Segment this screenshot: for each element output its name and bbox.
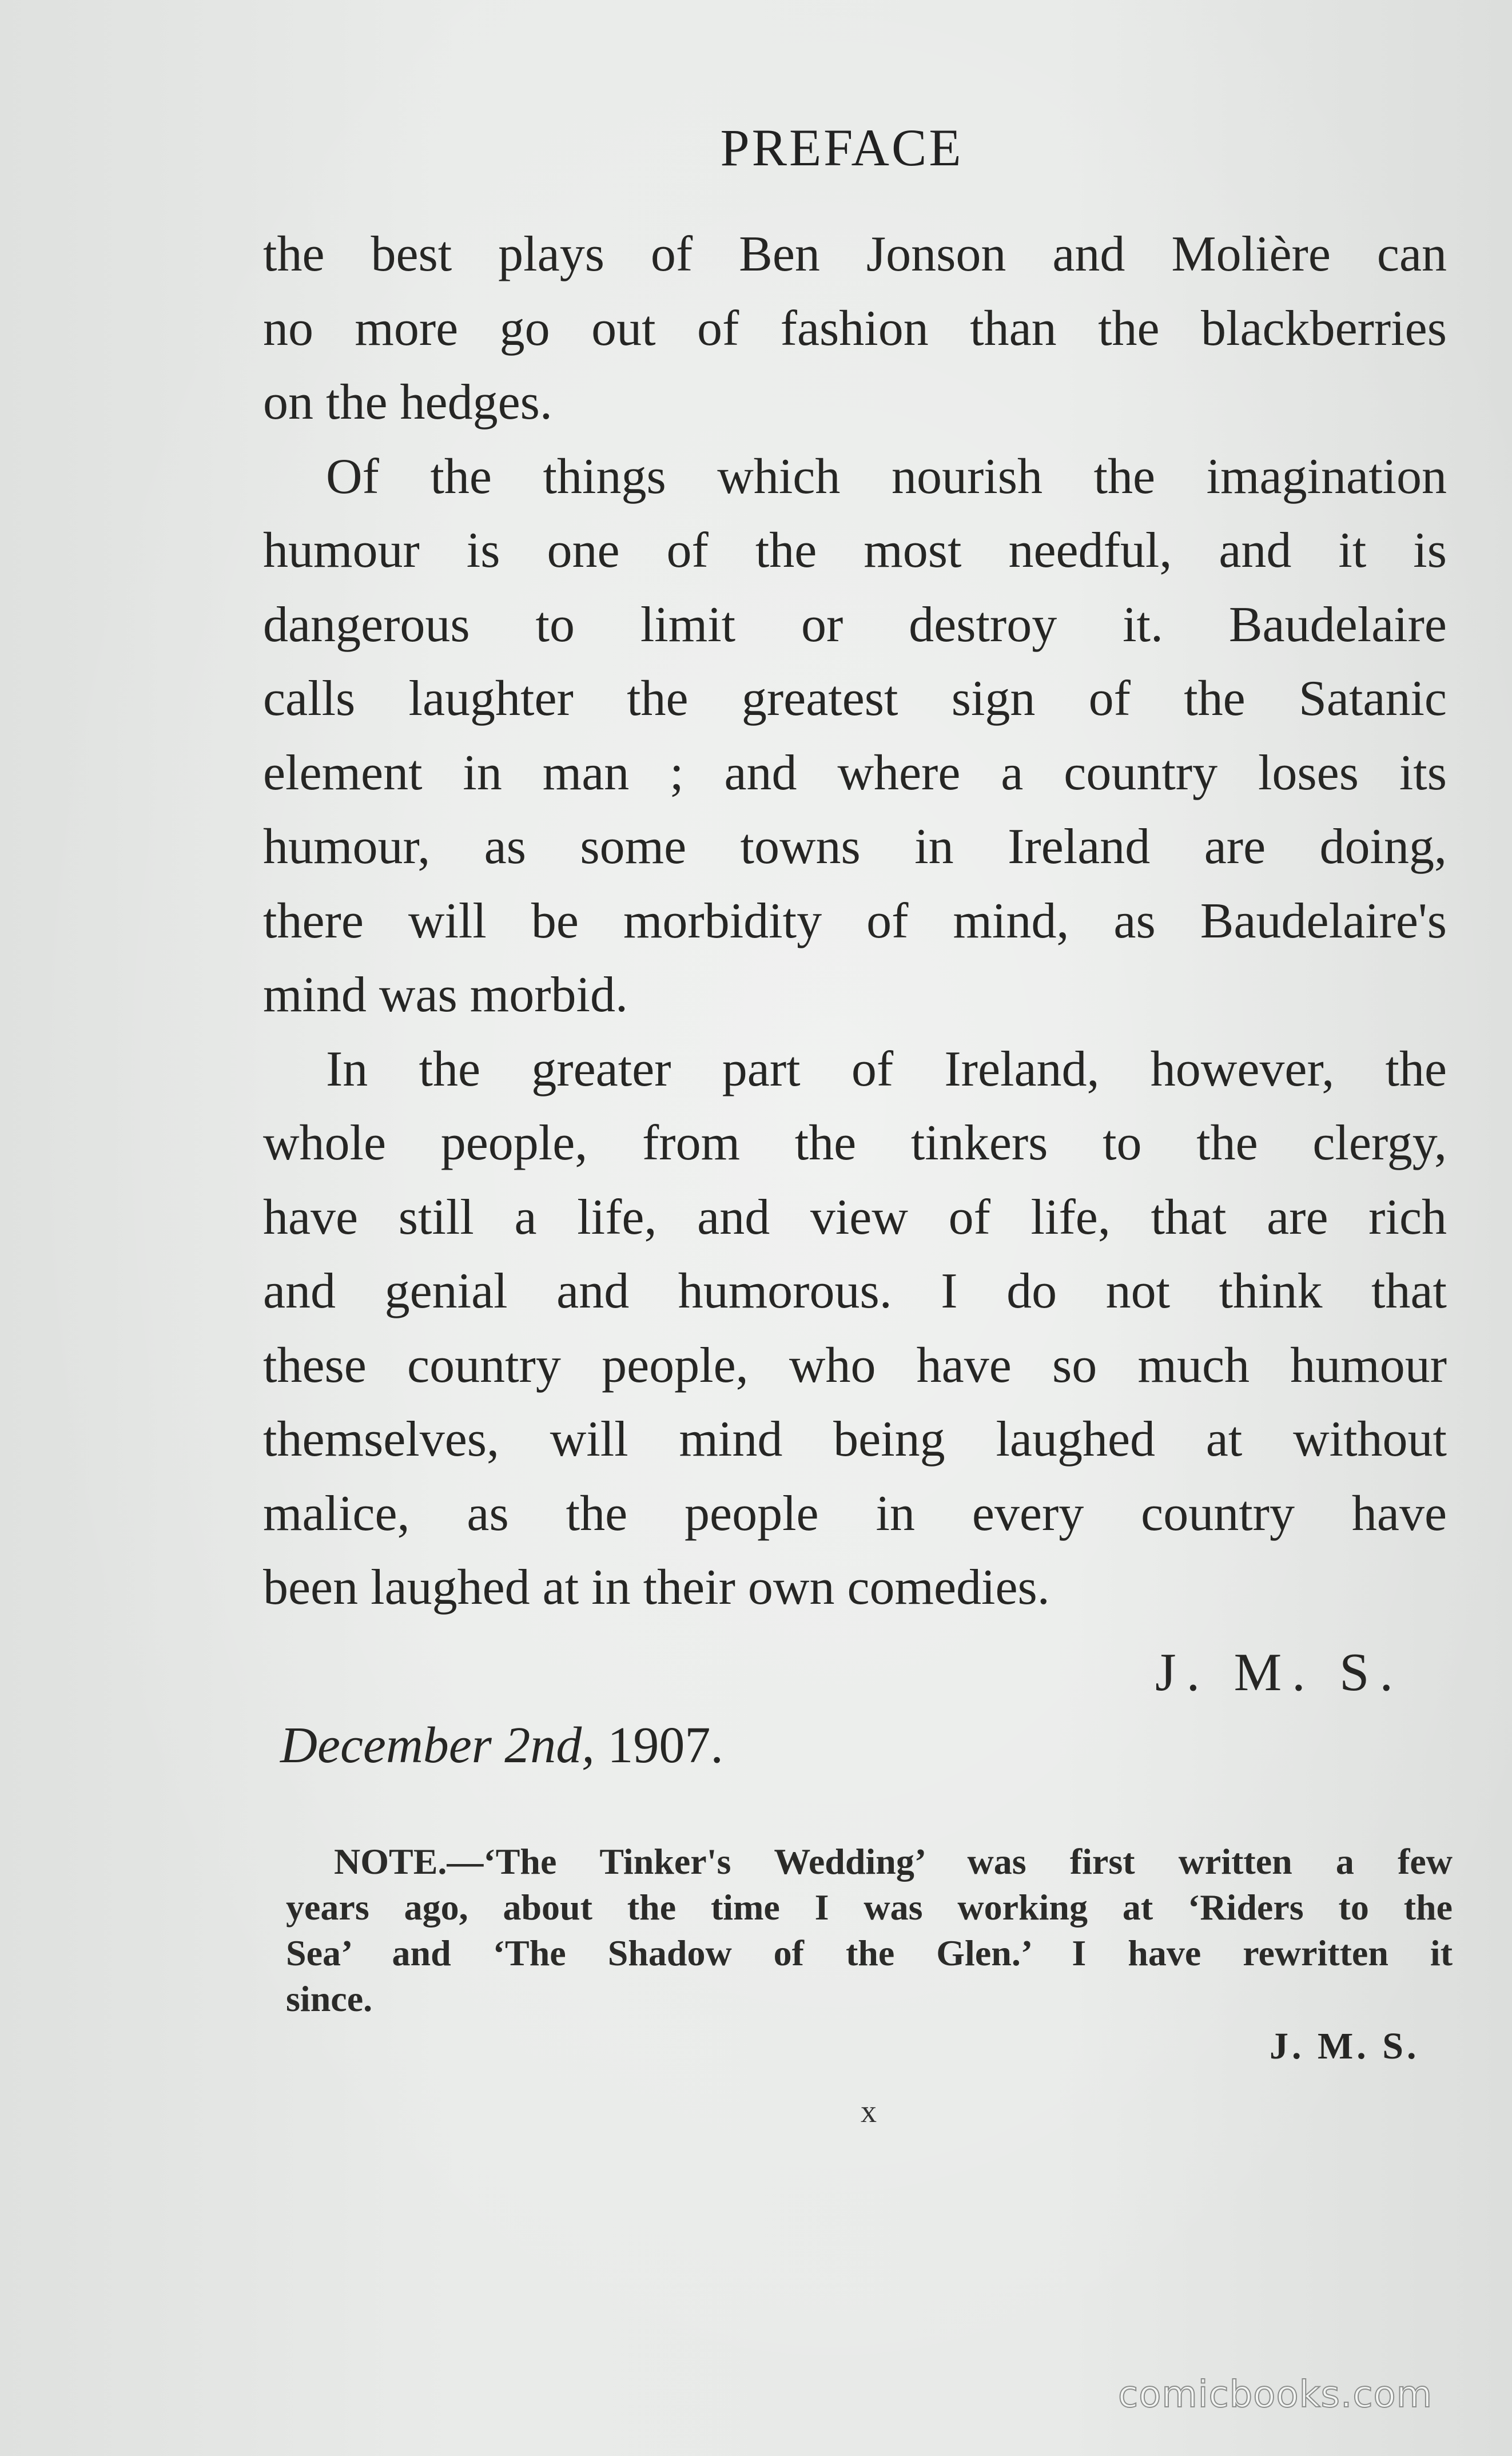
text-line: malice, as the people in every country have [263,1485,1447,1541]
dateline-year: 1907. [607,1717,723,1774]
paragraph [263,217,1447,440]
text-line: element in man ; and where a country loses its [263,745,1447,801]
text-line: on the hedges. [263,375,552,430]
text-line: have still a life, and view of life, that are rich [263,1189,1447,1245]
text-line: humour, as some towns in Ireland are doing, [263,819,1447,875]
dateline-date: December 2nd, [280,1717,595,1774]
text-line: calls laughter the greatest sign of the Satanic [263,671,1447,726]
text-line: there will be morbidity of mind, as Baudelaire's [263,893,1447,949]
footnote [286,1839,1453,2022]
text-line: been laughed at in their own comedies. [263,1560,1050,1615]
paragraph [263,1032,1447,1625]
text-line: and genial and humorous. I do not think that [263,1263,1447,1319]
dateline [280,1716,723,1775]
text-line: In the greater part of Ireland, however, the [326,1041,1447,1097]
preface-body [263,217,1447,1625]
text-line: mind was morbid. [263,967,628,1023]
text-line: whole people, from the tinkers to the clergy, [263,1115,1447,1171]
note-line: years ago, about the time I was working at ‘Riders to the [286,1887,1453,1928]
page-number: x [861,2094,877,2129]
note-line: NOTE.—‘The Tinker's Wedding’ was first written a few [334,1841,1453,1882]
text-line: themselves, will mind being laughed at without [263,1412,1447,1467]
note-line: Sea’ and ‘The Shadow of the Glen.’ I have rewritten it [286,1933,1453,1973]
watermark: comicbooks.com [1118,2374,1433,2416]
text-line: these country people, who have so much humour [263,1337,1447,1393]
note-initials: J. M. S. [1270,2025,1420,2067]
note-line: since. [286,1978,373,2019]
text-line: humour is one of the most needful, and it is [263,523,1447,578]
text-line: the best plays of Ben Jonson and Molière can [263,226,1447,282]
paragraph [263,440,1447,1032]
text-line: dangerous to limit or destroy it. Baudelaire [263,597,1447,653]
author-initials: J. M. S. [1155,1643,1403,1702]
text-line: Of the things which nourish the imagination [326,448,1447,504]
text-line: no more go out of fashion than the blackberries [263,300,1447,356]
running-head: PREFACE [720,118,964,177]
